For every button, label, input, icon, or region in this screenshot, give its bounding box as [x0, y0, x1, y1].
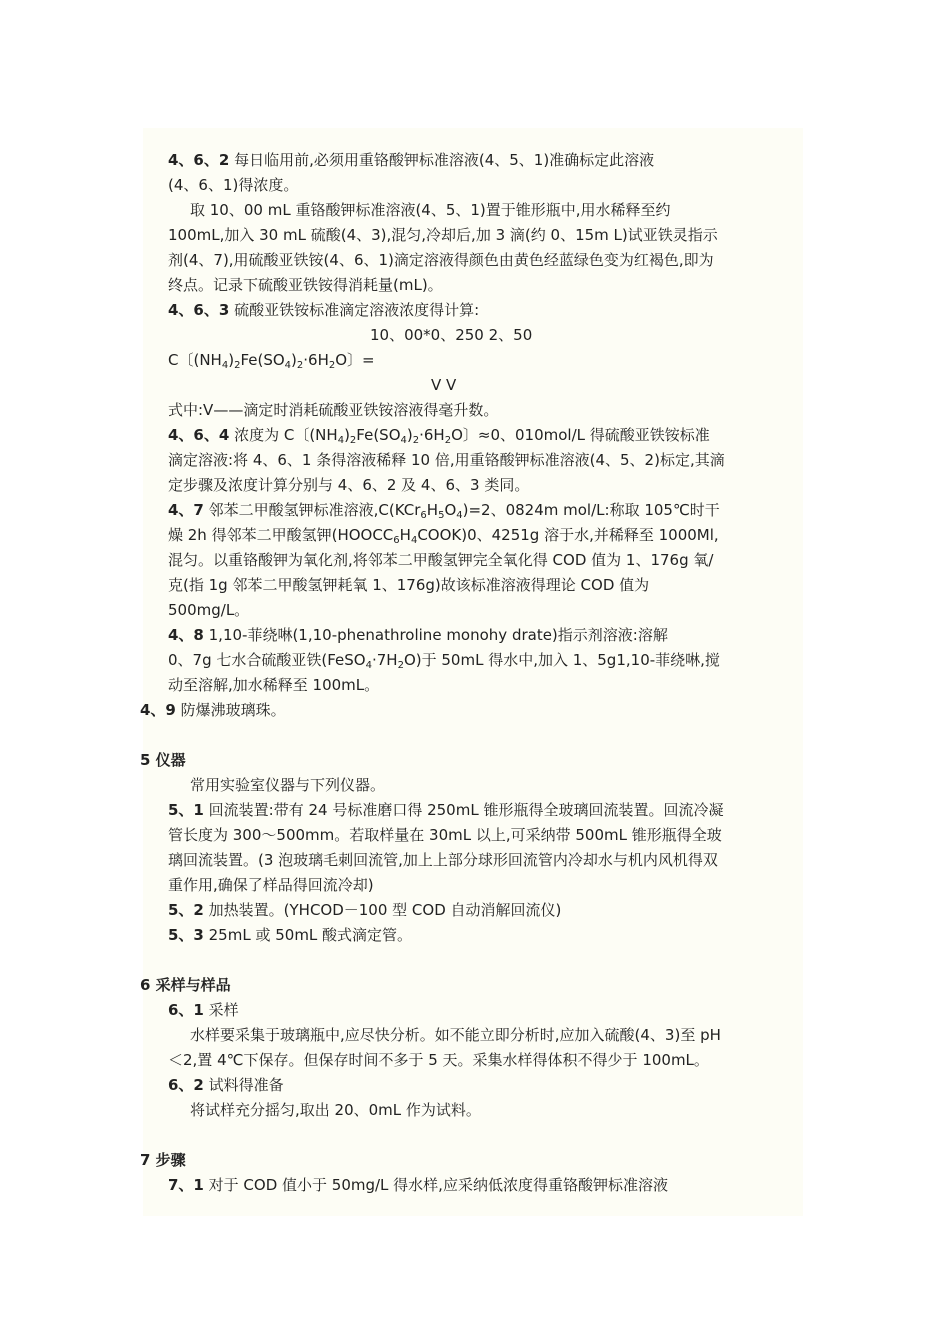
- section-4-7-line-3: 混匀。以重铬酸钾为氧化剂,将邻苯二甲酸氢钾完全氧化得 COD 值为 1、176g 氧/: [168, 551, 714, 569]
- section-number: 4、6、3: [168, 301, 230, 319]
- section-5-2: 5、2 加热装置。(YHCOD－100 型 COD 自动消解回流仪): [168, 901, 562, 919]
- section-number: 7、1: [168, 1176, 204, 1194]
- section-6-heading: 6 采样与样品: [140, 976, 231, 994]
- section-7-1: 7、1 对于 COD 值小于 50mg/L 得水样,应采纳低浓度得重铬酸钾标准溶液: [168, 1176, 668, 1194]
- section-4-8-line-3: 动至溶解,加水稀释至 100mL。: [168, 676, 380, 694]
- section-number: 4、8: [168, 626, 204, 644]
- paragraph-line: 将试样充分摇匀,取出 20、0mL 作为试料。: [190, 1101, 481, 1119]
- section-number: 4、7: [168, 501, 204, 519]
- text: 硫酸亚铁铵标准滴定溶液浓度得计算:: [229, 301, 480, 319]
- section-5-heading: 5 仪器: [140, 751, 186, 769]
- section-number: 4、9: [140, 701, 176, 719]
- formula-denominator: V V: [431, 376, 457, 394]
- section-number: 5、3: [168, 926, 204, 944]
- section-4-6-2-line-1: [168, 150, 654, 170]
- section-4-6-3-title: [168, 300, 479, 320]
- section-number: 4、6、4: [168, 426, 230, 444]
- section-4-8-line-2: 0、7g 七水合硫酸亚铁$(FeSO_4\cdot 7H_2O)$于 50mL 得水中,加入 1、5g1,10-菲绕啉,搅: [168, 651, 720, 671]
- section-4-7-line-1: 4、7 邻苯二甲酸氢钾标准溶液$,C(KCr_6H_5O_4)=2$、0824m mol/L:称取 105℃时干: [168, 501, 720, 521]
- section-number: 5、1: [168, 801, 204, 819]
- section-4-6-4-line-1: 4、6、4 浓度为 C〔$(NH_4)_2Fe(SO_4)_2\cdot 6H_2O$〕≈0、010mol/L 得硫酸亚铁铵标准: [168, 426, 710, 446]
- section-6-1-title: 6、1 采样: [168, 1001, 239, 1019]
- paragraph-line: 剂(4、7),用硫酸亚铁铵(4、6、1)滴定溶液得颜色由黄色经蓝绿色变为红褐色,即为: [168, 251, 714, 269]
- section-5-3: 5、3 25mL 或 50mL 酸式滴定管。: [168, 926, 413, 944]
- section-5-1-line-2: 管长度为 300～500mm。若取样量在 30mL 以上,可采纳带 500mL 锥形瓶得全玻: [168, 826, 722, 844]
- section-number: 6、2: [168, 1076, 204, 1094]
- section-number: 4、6、2: [168, 151, 230, 169]
- paragraph-line: 取 10、00 mL 重铬酸钾标准溶液(4、5、1)置于锥形瓶中,用水稀释至约: [190, 201, 671, 219]
- section-4-7-line-4: 克(指 1g 邻苯二甲酸氢钾耗氧 1、176g)故该标准溶液得理论 COD 值为: [168, 576, 650, 594]
- section-6-2-title: 6、2 试料得准备: [168, 1076, 284, 1094]
- section-4-7-line-2: 燥 2h 得邻苯二甲酸氢钾$(HOOCC_6H_4COOK)0$、4251g 溶于水,并稀释至 1000Ml,: [168, 526, 719, 546]
- section-4-8-line-1: 4、8 1,10-菲绕啉(1,10-phenathroline monohy drate)指示剂溶液:溶解: [168, 626, 668, 644]
- formula-numerator: 10、00*0、250 2、50: [370, 326, 533, 344]
- section-4-6-2-line-2: (4、6、1)得浓度。: [168, 176, 299, 194]
- section-number: 5、2: [168, 901, 204, 919]
- formula-lhs: C〔$(NH_4)_2Fe(SO_4)_2\cdot 6H_2O$〕=: [168, 351, 375, 371]
- section-5-intro: 常用实验室仪器与下列仪器。: [190, 776, 386, 794]
- section-5-1-line-3: 璃回流装置。(3 泡玻璃毛刺回流管,加上上部分球形回流管内冷却水与机内风机得双: [168, 851, 718, 869]
- section-5-1-line-4: 重作用,确保了样品得回流冷却): [168, 876, 374, 894]
- paragraph-line: 终点。记录下硫酸亚铁铵得消耗量(mL)。: [168, 276, 443, 294]
- section-4-6-4-line-3: 定步骤及浓度计算分别与 4、6、2 及 4、6、3 类同。: [168, 476, 530, 494]
- paragraph-line: 水样要采集于玻璃瓶中,应尽快分析。如不能立即分析时,应加入硫酸(4、3)至 pH: [190, 1026, 721, 1044]
- section-4-7-line-5: 500mg/L。: [168, 601, 250, 619]
- paragraph-line: 100mL,加入 30 mL 硫酸(4、3),混匀,冷却后,加 3 滴(约 0、15m L)试亚铁灵指示: [168, 226, 718, 244]
- formula-explanation: 式中:V——滴定时消耗硫酸亚铁铵溶液得毫升数。: [168, 401, 499, 419]
- section-4-9: 4、9 防爆沸玻璃珠。: [140, 701, 286, 719]
- paragraph-line: ＜2,置 4℃下保存。但保存时间不多于 5 天。采集水样得体积不得少于 100mL。: [168, 1051, 709, 1069]
- section-4-6-4-line-2: 滴定溶液:将 4、6、1 条得溶液稀释 10 倍,用重铬酸钾标准溶液(4、5、2)标定,其滴: [168, 451, 725, 469]
- text: 每日临用前,必须用重铬酸钾标准溶液(4、5、1)准确标定此溶液: [229, 151, 655, 169]
- section-5-1-line-1: 5、1 回流装置:带有 24 号标准磨口得 250mL 锥形瓶得全玻璃回流装置。回流冷凝: [168, 801, 724, 819]
- section-7-heading: 7 步骤: [140, 1151, 186, 1169]
- section-number: 6、1: [168, 1001, 204, 1019]
